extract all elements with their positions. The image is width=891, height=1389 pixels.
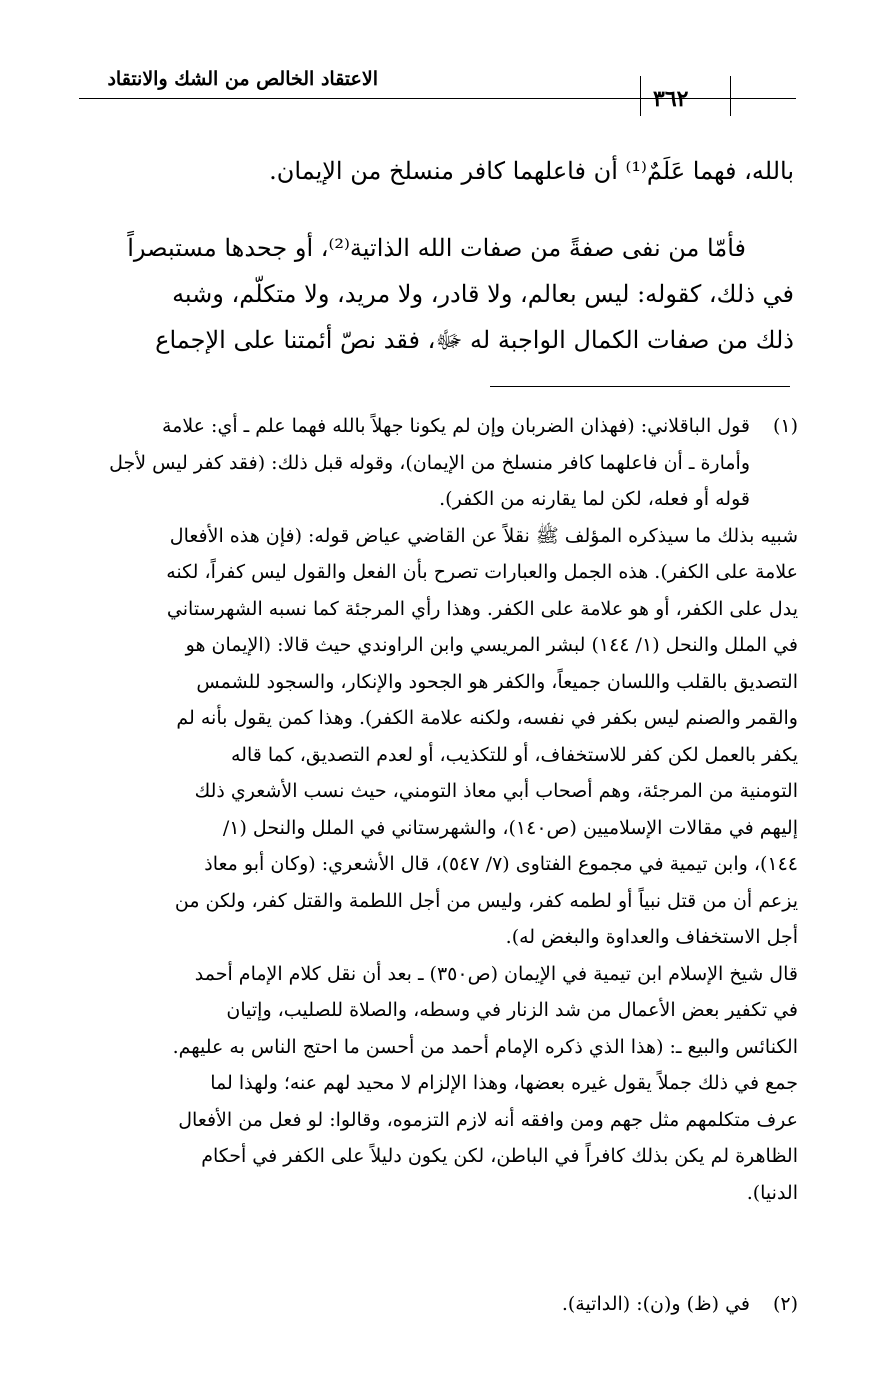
- page-number-bar-left: [640, 76, 641, 116]
- running-title: الاعتقاد الخالص من الشك والانتقاد: [107, 68, 378, 90]
- footnote-line: في الملل والنحل (١/ ١٤٤) لبشر المريسي وابن الراوندي حيث قالا: (الإيمان هو: [185, 634, 798, 656]
- footnote-line: يكفر بالعمل لكن كفر للاستخفاف، أو للتكذيب، أو لعدم التصديق، كما قاله: [230, 743, 798, 766]
- page-number-bar-right: [730, 76, 731, 116]
- footnote-line: [80, 408, 798, 445]
- footnote-line: الدنيا).: [746, 1181, 798, 1204]
- footnote-2: [80, 1286, 798, 1323]
- footnote-1: [80, 408, 798, 1211]
- footnote-line: في تكفير بعض الأعمال من شد الزنار في وسطه، والصلاة للصليب، وإتيان: [226, 999, 798, 1021]
- footnote-line: الظاهرة لم يكن بذلك كافراً في الباطن، لكن يكون دليلاً على الكفر في أحكام: [201, 1145, 798, 1167]
- footnote-line: عرف متكلمهم مثل جهم ومن وافقه أنه لازم التزموه، وقالوا: لو فعل من الأفعال: [178, 1108, 798, 1131]
- text-line: فأمّا من نفى صفةً من صفات الله الذاتية⁽²⁾، أو جحدها مستبصراً: [127, 234, 746, 262]
- footnote-line: الكنائس والبيع ـ: (هذا الذي ذكره الإمام أحمد من أحسن ما احتج الناس به عليهم.: [172, 1035, 798, 1058]
- footnote-separator: [490, 386, 790, 387]
- page-number: ٣٦٢: [653, 86, 689, 112]
- footnote-number: (١): [772, 415, 798, 437]
- footnote-line: التومنية من المرجئة، وهم أصحاب أبي معاذ التومني، حيث نسب الأشعري ذلك: [194, 780, 798, 802]
- text-line: بالله، فهما عَلَمٌ⁽¹⁾ أن فاعلهما كافر منسلخ من الإيمان.: [269, 157, 794, 185]
- main-paragraph: [92, 225, 794, 363]
- footnote-text: قول الباقلاني: (فهذان الضربان وإن لم يكونا جهلاً بالله فهما علم ـ أي: علامة: [161, 415, 750, 437]
- header-rule: [79, 98, 796, 99]
- footnote-line: جمع في ذلك جملاً يقول غيره بعضها، وهذا الإلزام لا محيد لهم عنه؛ ولهذا لما: [210, 1072, 798, 1094]
- footnote-line: شبيه بذلك ما سيذكره المؤلف ﷺ نقلاً عن القاضي عياض قوله: (فإن هذه الأفعال: [169, 524, 798, 547]
- footnote-text: في (ظ) و(ن): (الداتية).: [561, 1293, 750, 1315]
- footnote-line: التصديق بالقلب واللسان جميعاً، والكفر هو الجحود والإنكار، والسجود للشمس: [196, 670, 798, 693]
- footnote-line: وأمارة ـ أن فاعلهما كافر منسلخ من الإيمان)، وقوله قبل ذلك: (فقد كفر ليس لأجل: [109, 451, 750, 474]
- footnote-line: إليهم في مقالات الإسلاميين (ص١٤٠)، والشهرستاني في الملل والنحل (١/: [222, 816, 798, 839]
- text-line: في ذلك، كقوله: ليس بعالم، ولا قادر، ولا مريد، ولا متكلّم، وشبه: [172, 280, 794, 308]
- text-line: ذلك من صفات الكمال الواجبة له ﷻ، فقد نصّ أئمتنا على الإجماع: [155, 326, 794, 354]
- footnote-line: يزعم أن من قتل نبياً أو لطمه كفر، وليس من أجل اللطمة والقتل كفر، ولكن من: [174, 889, 798, 912]
- footnote-line: والقمر والصنم ليس بكفر في نفسه، ولكنه علامة الكفر). وهذا كمن يقول بأنه لم: [176, 707, 798, 729]
- footnote-line: أجل الاستخفاف والعداوة والبغض له).: [505, 926, 798, 948]
- footnote-line: علامة على الكفر). هذه الجمل والعبارات تصرح بأن الفعل والقول ليس كفراً، لكنه: [166, 561, 798, 583]
- footnote-line: قوله أو فعله، لكن لما يقارنه من الكفر).: [439, 488, 750, 510]
- footnote-number: (٢): [772, 1293, 798, 1315]
- footnote-line: ١٤٤)، وابن تيمية في مجموع الفتاوى (٧/ ٥٤٧)، قال الأشعري: (وكان أبو معاذ: [204, 853, 798, 875]
- footnote-line: [80, 1286, 798, 1323]
- footnote-line: قال شيخ الإسلام ابن تيمية في الإيمان (ص٣٥٠) ـ بعد أن نقل كلام الإمام أحمد: [194, 962, 798, 985]
- main-text: [92, 148, 794, 194]
- footnote-line: يدل على الكفر، أو هو علامة على الكفر. وهذا رأي المرجئة كما نسبه الشهرستاني: [166, 597, 798, 620]
